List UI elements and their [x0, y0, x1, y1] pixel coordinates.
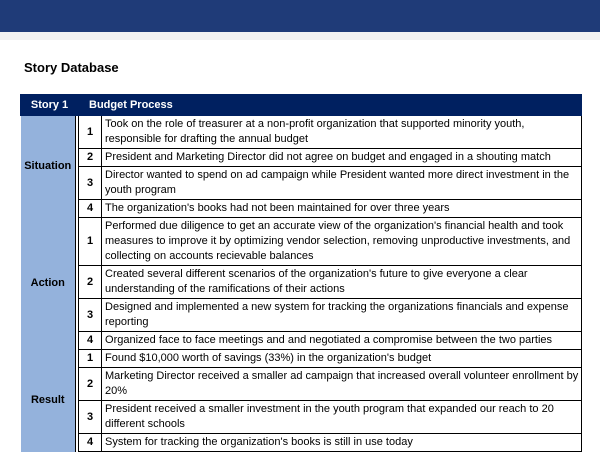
item-number: 3 — [79, 299, 102, 332]
top-banner — [0, 0, 600, 32]
table-row — [21, 149, 582, 167]
table-row — [21, 401, 582, 434]
table-row — [21, 332, 582, 350]
table-row — [21, 299, 582, 332]
item-text: Designed and implemented a new system for tracking the organizations financials and expense reporting — [102, 299, 582, 332]
item-number: 1 — [79, 218, 102, 266]
item-text: Director wanted to spend on ad campaign while President wanted more direct investment in the youth program — [102, 167, 582, 200]
table-row — [21, 167, 582, 200]
item-number: 3 — [79, 401, 102, 434]
item-text: Took on the role of treasurer at a non-profit organization that supported minority youth, responsible for drafting the annual budget — [102, 116, 582, 149]
item-text: Organized face to face meetings and and negotiated a compromise between the two parties — [102, 332, 582, 350]
item-text: Found $10,000 worth of savings (33%) in the organization's budget — [102, 350, 582, 368]
table-row — [21, 434, 582, 452]
item-number: 2 — [79, 368, 102, 401]
item-text: System for tracking the organization's books is still in use today — [102, 434, 582, 452]
item-number: 3 — [79, 167, 102, 200]
table-row — [21, 266, 582, 299]
item-text: Marketing Director received a smaller ad campaign that increased overall volunteer enrollment by 20% — [102, 368, 582, 401]
story-table — [20, 94, 582, 452]
item-text: Created several different scenarios of the organization's future to give everyone a clear understanding of the ramifications of their actions — [102, 266, 582, 299]
table-row — [21, 368, 582, 401]
category-result: Result — [21, 350, 76, 452]
item-number: 2 — [79, 266, 102, 299]
item-number: 4 — [79, 200, 102, 218]
table-row — [21, 350, 582, 368]
page-title: Story Database — [24, 60, 119, 75]
item-number: 4 — [79, 332, 102, 350]
table-row — [21, 116, 582, 149]
item-number: 4 — [79, 434, 102, 452]
header-story: Story 1 — [21, 95, 79, 116]
item-text: The organization's books had not been maintained for over three years — [102, 200, 582, 218]
item-text: Performed due diligence to get an accurate view of the organization's financial health and took measures to improve it by optimizing vendor selection, removing unproductive investments, and collecting on accounts recievable balances — [102, 218, 582, 266]
item-number: 2 — [79, 149, 102, 167]
item-number: 1 — [79, 350, 102, 368]
header-process: Budget Process — [79, 95, 582, 116]
table-row — [21, 218, 582, 266]
item-text: President received a smaller investment in the youth program that expanded our reach to 20 different schools — [102, 401, 582, 434]
category-situation: Situation — [21, 116, 76, 218]
table-header-row — [21, 95, 582, 116]
category-action: Action — [21, 218, 76, 350]
item-number: 1 — [79, 116, 102, 149]
table-row — [21, 200, 582, 218]
item-text: President and Marketing Director did not agree on budget and engaged in a shouting match — [102, 149, 582, 167]
